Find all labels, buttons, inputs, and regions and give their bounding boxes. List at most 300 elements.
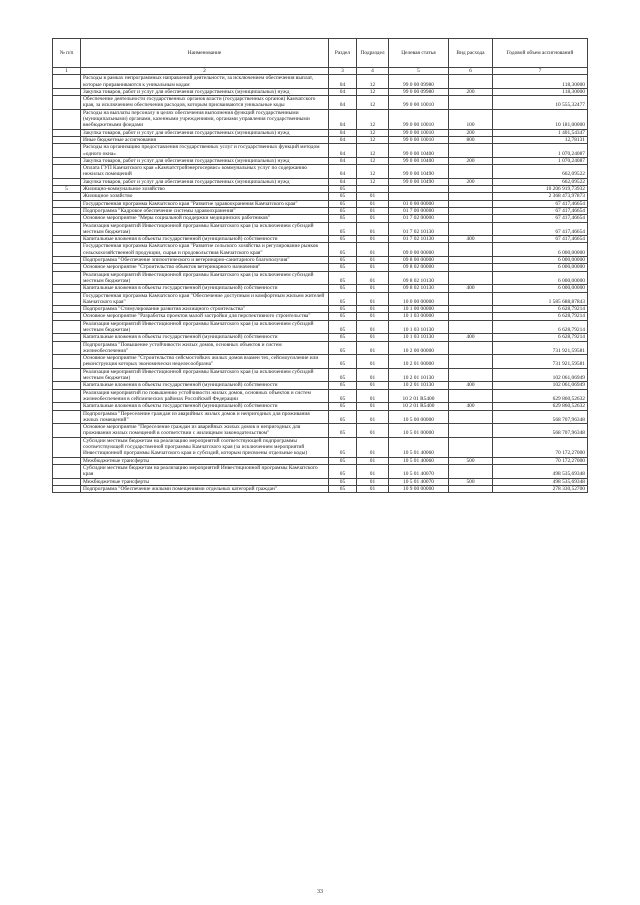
row-razdel-cell: 05 (329, 186, 357, 193)
row-number-cell (53, 207, 81, 214)
row-razdel-cell: 05 (329, 334, 357, 341)
row-amount-cell: 662,09522 (493, 165, 588, 179)
row-number-cell (53, 96, 81, 110)
table-row (53, 186, 588, 193)
row-amount-cell: 6 628,79214 (493, 320, 588, 334)
row-expense-type-cell (449, 215, 493, 222)
row-number-cell (53, 341, 81, 355)
row-number-cell (53, 464, 81, 478)
row-amount-cell: 6 000,00000 (493, 257, 588, 264)
row-razdel-cell: 05 (329, 320, 357, 334)
row-amount-cell: 6 000,00000 (493, 264, 588, 271)
row-name-cell: Подпрограмма "Повышение устойчивости жилых домов, основных объектов и систем жизнеобеспечения" (81, 341, 329, 355)
row-number-cell (53, 334, 81, 341)
header-annual-amount: Годовой объем ассигнований (493, 39, 588, 68)
row-expense-type-cell (449, 355, 493, 369)
row-target-article-cell: 10 5 01 40060 (389, 457, 449, 464)
row-amount-cell: 6 000,00000 (493, 285, 588, 292)
row-name-cell: Основное мероприятие "Строительство сейсмостойких жилых домов взамен тех, сейсмоусиление или реконструкция которых экономически нецелесообразна" (81, 355, 329, 369)
row-number-cell (53, 88, 81, 95)
row-name-cell: Иные бюджетные ассигнования (81, 136, 329, 143)
row-number-cell: 5 (53, 186, 81, 193)
row-target-article-cell: 10 0 00 00000 (389, 292, 449, 306)
row-target-article-cell: 10 5 00 00000 (389, 410, 449, 424)
row-name-cell: Оплата ГУП Камчатского края «Камчатстройэнергосервис» коммунальных услуг по содержанию нежилых помещений (81, 165, 329, 179)
row-target-article-cell: 10 1 03 10130 (389, 334, 449, 341)
table-row (53, 264, 588, 271)
table-row (53, 96, 588, 110)
row-number-cell (53, 285, 81, 292)
row-target-article-cell: 99 0 00 10010 (389, 109, 449, 129)
row-target-article-cell: 10 2 01 00000 (389, 355, 449, 369)
row-podrazdel-cell (357, 186, 389, 193)
row-expense-type-cell (449, 485, 493, 492)
row-razdel-cell: 05 (329, 271, 357, 285)
table-row (53, 382, 588, 389)
row-name-cell: Основное мероприятие "Переселение граждан из аварийных жилых домов и непригодных для проживания жилых помещений в соответствии с жилищным законодательством" (81, 424, 329, 438)
column-number: 7 (493, 68, 588, 75)
header-expense-type: Вид расхода (449, 39, 493, 68)
table-row (53, 215, 588, 222)
row-razdel-cell: 05 (329, 485, 357, 492)
row-number-cell (53, 389, 81, 403)
row-razdel-cell: 05 (329, 410, 357, 424)
row-name-cell: Расходы в рамках непрограммных направлений деятельности, за исключением обеспечения выплат, которые приравниваются к уникальным кодам (81, 75, 329, 89)
row-amount-cell: 102 061,06949 (493, 368, 588, 382)
row-amount-cell: 6 628,79214 (493, 313, 588, 320)
row-target-article-cell: 10 2 00 00000 (389, 341, 449, 355)
row-podrazdel-cell: 01 (357, 389, 389, 403)
table-row (53, 193, 588, 200)
row-podrazdel-cell: 01 (357, 243, 389, 257)
row-razdel-cell: 04 (329, 144, 357, 158)
row-podrazdel-cell: 01 (357, 236, 389, 243)
row-name-cell: Закупка товаров, работ и услуг для обеспечения государственных (муниципальных) нужд (81, 129, 329, 136)
row-amount-cell: 629 860,52632 (493, 403, 588, 410)
row-expense-type-cell (449, 292, 493, 306)
column-number: 1 (53, 68, 81, 75)
column-number: 4 (357, 68, 389, 75)
row-amount-cell: 1 070,24087 (493, 144, 588, 158)
row-name-cell: Основное мероприятие "Меры социальной поддержки медицинских работников" (81, 215, 329, 222)
row-expense-type-cell (449, 243, 493, 257)
row-podrazdel-cell: 01 (357, 334, 389, 341)
row-name-cell: Основное мероприятие "Строительство объектов ветеринарного назначения" (81, 264, 329, 271)
row-podrazdel-cell: 01 (357, 341, 389, 355)
header-num: № п/п (53, 39, 81, 68)
row-number-cell (53, 382, 81, 389)
row-expense-type-cell (449, 264, 493, 271)
row-razdel-cell: 04 (329, 129, 357, 136)
row-expense-type-cell (449, 144, 493, 158)
row-target-article-cell: 99 0 00 10400 (389, 157, 449, 164)
row-razdel-cell: 04 (329, 136, 357, 143)
row-number-cell (53, 200, 81, 207)
row-number-cell (53, 403, 81, 410)
row-razdel-cell: 05 (329, 368, 357, 382)
table-row (53, 403, 588, 410)
row-number-cell (53, 485, 81, 492)
row-razdel-cell: 05 (329, 457, 357, 464)
row-amount-cell: 67 417,46654 (493, 215, 588, 222)
row-razdel-cell: 05 (329, 207, 357, 214)
row-amount-cell: 731 921,59581 (493, 355, 588, 369)
row-target-article-cell: 99 0 00 09980 (389, 75, 449, 89)
row-expense-type-cell: 400 (449, 403, 493, 410)
row-target-article-cell: 01 7 02 00000 (389, 215, 449, 222)
row-expense-type-cell (449, 165, 493, 179)
row-razdel-cell: 05 (329, 292, 357, 306)
table-body (53, 75, 588, 493)
row-name-cell: Реализация мероприятий Инвестиционной программы Камчатского края (за исключением субсидий местным бюджетам) (81, 222, 329, 236)
row-number-cell (53, 193, 81, 200)
row-amount-cell: 629 860,52632 (493, 389, 588, 403)
row-target-article-cell: 99 0 00 09980 (389, 88, 449, 95)
row-target-article-cell: 09 0 00 00000 (389, 243, 449, 257)
table-row (53, 410, 588, 424)
row-amount-cell: 1 401,54347 (493, 129, 588, 136)
row-number-cell (53, 313, 81, 320)
row-expense-type-cell (449, 368, 493, 382)
row-expense-type-cell (449, 424, 493, 438)
column-number: 3 (329, 68, 357, 75)
row-target-article-cell: 10 9 00 00000 (389, 485, 449, 492)
row-expense-type-cell (449, 257, 493, 264)
table-row (53, 157, 588, 164)
row-amount-cell: 102 061,06949 (493, 382, 588, 389)
table-row (53, 271, 588, 285)
row-target-article-cell (389, 186, 449, 193)
row-amount-cell: 278 330,52700 (493, 485, 588, 492)
row-expense-type-cell (449, 341, 493, 355)
row-podrazdel-cell: 01 (357, 485, 389, 492)
row-razdel-cell: 04 (329, 96, 357, 110)
row-name-cell: Закупка товаров, работ и услуг для обеспечения государственных (муниципальных) нужд (81, 88, 329, 95)
row-name-cell: Государственная программа Камчатского края "Развитие здравоохранения Камчатского края" (81, 200, 329, 207)
row-razdel-cell: 04 (329, 109, 357, 129)
row-number-cell (53, 157, 81, 164)
row-razdel-cell: 05 (329, 341, 357, 355)
row-number-cell (53, 457, 81, 464)
row-podrazdel-cell: 12 (357, 136, 389, 143)
row-amount-cell: 12,78131 (493, 136, 588, 143)
row-target-article-cell: 10 1 03 00000 (389, 313, 449, 320)
row-target-article-cell: 01 7 02 10130 (389, 236, 449, 243)
table-row (53, 313, 588, 320)
table-row (53, 285, 588, 292)
row-podrazdel-cell: 01 (357, 200, 389, 207)
row-target-article-cell: 09 8 02 10130 (389, 285, 449, 292)
row-podrazdel-cell: 01 (357, 410, 389, 424)
row-name-cell: Закупка товаров, работ и услуг для обеспечения государственных (муниципальных) нужд (81, 157, 329, 164)
row-podrazdel-cell: 12 (357, 157, 389, 164)
row-number-cell (53, 306, 81, 313)
column-number-row (53, 68, 588, 75)
row-razdel-cell: 05 (329, 264, 357, 271)
row-name-cell: Подпрограмма "Кадровое обеспечение системы здравоохранения" (81, 207, 329, 214)
row-podrazdel-cell: 01 (357, 207, 389, 214)
row-podrazdel-cell: 01 (357, 368, 389, 382)
row-number-cell (53, 437, 81, 457)
row-target-article-cell: 99 0 00 10490 (389, 178, 449, 185)
table-row (53, 178, 588, 185)
row-expense-type-cell (449, 271, 493, 285)
row-podrazdel-cell: 01 (357, 257, 389, 264)
row-number-cell (53, 478, 81, 485)
row-number-cell (53, 320, 81, 334)
row-amount-cell: 731 921,59581 (493, 341, 588, 355)
header-podrazdel: Подраздел (357, 39, 389, 68)
table-row (53, 437, 588, 457)
row-amount-cell: 1 585 688,87843 (493, 292, 588, 306)
header-name: Наименование (81, 39, 329, 68)
row-podrazdel-cell: 01 (357, 355, 389, 369)
row-target-article-cell (389, 193, 449, 200)
row-target-article-cell: 10 5 01 40060 (389, 437, 449, 457)
row-target-article-cell: 10 2 01 R5400 (389, 403, 449, 410)
table-row (53, 457, 588, 464)
row-amount-cell: 568 707,96348 (493, 410, 588, 424)
row-amount-cell: 70 172,27000 (493, 437, 588, 457)
row-name-cell: Субсидии местным бюджетам на реализацию мероприятий соответствующей подпрограммы соответствующей государственной программы Камчатского края (за исключением мероприятий Инвестиционной программы Камчатского края и субсидий, которым присвоены отдельные коды) (81, 437, 329, 457)
row-podrazdel-cell: 01 (357, 215, 389, 222)
table-row (53, 424, 588, 438)
row-amount-cell: 6 628,79214 (493, 334, 588, 341)
row-expense-type-cell: 400 (449, 236, 493, 243)
row-podrazdel-cell: 01 (357, 306, 389, 313)
row-expense-type-cell: 500 (449, 457, 493, 464)
row-name-cell: Государственная программа Камчатского края "Развитие сельского хозяйства и регулирование рынков сельскохозяйственной продукции, сырья и продовольствия Камчатского края" (81, 243, 329, 257)
row-number-cell (53, 271, 81, 285)
row-podrazdel-cell: 01 (357, 264, 389, 271)
row-podrazdel-cell: 01 (357, 464, 389, 478)
row-number-cell (53, 109, 81, 129)
row-target-article-cell: 10 2 01 R5400 (389, 389, 449, 403)
row-target-article-cell: 10 5 01 00000 (389, 424, 449, 438)
budget-table-sheet (52, 38, 587, 493)
row-razdel-cell: 05 (329, 285, 357, 292)
row-podrazdel-cell: 12 (357, 144, 389, 158)
row-target-article-cell: 09 8 00 00000 (389, 257, 449, 264)
table-row (53, 306, 588, 313)
row-razdel-cell: 05 (329, 222, 357, 236)
row-target-article-cell: 10 5 01 40070 (389, 478, 449, 485)
row-name-cell: Закупка товаров, работ и услуг для обеспечения государственных (муниципальных) нужд (81, 178, 329, 185)
row-name-cell: Реализация мероприятий Инвестиционной программы Камчатского края (за исключением субсидий местным бюджетам) (81, 320, 329, 334)
row-number-cell (53, 178, 81, 185)
row-podrazdel-cell: 01 (357, 271, 389, 285)
row-amount-cell: 70 172,27000 (493, 457, 588, 464)
row-name-cell: Обеспечение деятельности государственных органов власти (государственных органов) Камчатского края, за исключением обеспечения расходов, которым присваиваются уникальные коды (81, 96, 329, 110)
row-expense-type-cell: 200 (449, 129, 493, 136)
row-number-cell (53, 144, 81, 158)
row-name-cell: Субсидии местным бюджетам на реализацию мероприятий Инвестиционной программы Камчатского края (81, 464, 329, 478)
header-target-article: Целевая статья (389, 39, 449, 68)
row-name-cell: Капитальные вложения в объекты государственной (муниципальной) собственности (81, 382, 329, 389)
row-razdel-cell: 05 (329, 464, 357, 478)
row-amount-cell: 67 417,46654 (493, 207, 588, 214)
row-number-cell (53, 75, 81, 89)
table-row (53, 257, 588, 264)
row-razdel-cell: 04 (329, 157, 357, 164)
row-razdel-cell: 05 (329, 215, 357, 222)
row-amount-cell: 1 070,24087 (493, 157, 588, 164)
row-expense-type-cell (449, 389, 493, 403)
row-name-cell: Капитальные вложения в объекты государственной (муниципальной) собственности (81, 334, 329, 341)
row-razdel-cell: 05 (329, 313, 357, 320)
row-target-article-cell: 99 0 00 10490 (389, 165, 449, 179)
row-number-cell (53, 257, 81, 264)
table-row (53, 334, 588, 341)
table-row (53, 368, 588, 382)
row-expense-type-cell (449, 410, 493, 424)
row-podrazdel-cell: 01 (357, 457, 389, 464)
row-expense-type-cell (449, 207, 493, 214)
row-name-cell: Реализация мероприятий по повышению устойчивости жилых домов, основных объектов и систем жизнеобеспечения в сейсмических районах Российской Федерации (81, 389, 329, 403)
table-row (53, 165, 588, 179)
row-name-cell: Межбюджетные трансферты (81, 478, 329, 485)
row-target-article-cell: 09 8 02 00000 (389, 264, 449, 271)
row-number-cell (53, 236, 81, 243)
row-podrazdel-cell: 01 (357, 437, 389, 457)
row-amount-cell: 498 535,69348 (493, 478, 588, 485)
table-row (53, 485, 588, 492)
row-amount-cell: 6 628,79214 (493, 306, 588, 313)
row-expense-type-cell: 400 (449, 285, 493, 292)
row-razdel-cell: 05 (329, 200, 357, 207)
row-podrazdel-cell: 01 (357, 320, 389, 334)
row-number-cell (53, 424, 81, 438)
row-razdel-cell: 05 (329, 437, 357, 457)
row-razdel-cell: 05 (329, 478, 357, 485)
row-expense-type-cell: 400 (449, 334, 493, 341)
row-target-article-cell: 10 5 01 40070 (389, 464, 449, 478)
row-number-cell (53, 222, 81, 236)
row-razdel-cell: 05 (329, 355, 357, 369)
row-podrazdel-cell: 01 (357, 403, 389, 410)
table-row (53, 389, 588, 403)
row-expense-type-cell (449, 96, 493, 110)
row-expense-type-cell (449, 200, 493, 207)
row-expense-type-cell: 400 (449, 382, 493, 389)
row-podrazdel-cell: 12 (357, 88, 389, 95)
table-row (53, 341, 588, 355)
row-expense-type-cell (449, 320, 493, 334)
row-number-cell (53, 368, 81, 382)
row-expense-type-cell (449, 75, 493, 89)
row-target-article-cell: 99 0 00 10010 (389, 136, 449, 143)
table-row (53, 222, 588, 236)
budget-table (52, 38, 588, 493)
row-number-cell (53, 410, 81, 424)
row-amount-cell: 662,09522 (493, 178, 588, 185)
row-expense-type-cell (449, 313, 493, 320)
table-row (53, 478, 588, 485)
row-expense-type-cell (449, 306, 493, 313)
row-name-cell: Жилищно-коммунальное хозяйство (81, 186, 329, 193)
row-razdel-cell: 05 (329, 236, 357, 243)
table-row (53, 355, 588, 369)
row-target-article-cell: 99 0 00 10010 (389, 129, 449, 136)
row-amount-cell: 118,30000 (493, 88, 588, 95)
row-name-cell: Расходы на организацию предоставления государственных услуг и государственных функций методом «одного окна» (81, 144, 329, 158)
row-podrazdel-cell: 01 (357, 382, 389, 389)
table-row (53, 320, 588, 334)
row-target-article-cell: 01 0 00 00000 (389, 200, 449, 207)
row-number-cell (53, 264, 81, 271)
row-amount-cell: 10 555,32477 (493, 96, 588, 110)
row-amount-cell: 118,30000 (493, 75, 588, 89)
row-amount-cell: 67 417,46654 (493, 200, 588, 207)
row-amount-cell: 67 417,46654 (493, 236, 588, 243)
row-target-article-cell: 99 0 00 10010 (389, 96, 449, 110)
row-podrazdel-cell: 01 (357, 313, 389, 320)
row-target-article-cell: 09 8 02 10130 (389, 271, 449, 285)
row-name-cell: Реализация мероприятий Инвестиционной программы Камчатского края (за исключением субсидий местным бюджетам) (81, 271, 329, 285)
row-name-cell: Подпрограмма "Обеспечение жилыми помещениями отдельных категорий граждан" (81, 485, 329, 492)
row-name-cell: Капитальные вложения в объекты государственной (муниципальной) собственности (81, 236, 329, 243)
row-number-cell (53, 243, 81, 257)
row-amount-cell: 498 535,69348 (493, 464, 588, 478)
row-name-cell: Жилищное хозяйство (81, 193, 329, 200)
row-name-cell: Подпрограмма "Переселение граждан из аварийных жилых домов и непригодных для проживания жилых помещений" (81, 410, 329, 424)
row-razdel-cell: 05 (329, 382, 357, 389)
row-podrazdel-cell: 12 (357, 178, 389, 185)
row-name-cell: Подпрограмма "Стимулирование развития жилищного строительства" (81, 306, 329, 313)
row-number-cell (53, 129, 81, 136)
row-expense-type-cell: 200 (449, 88, 493, 95)
row-target-article-cell: 10 1 03 10130 (389, 320, 449, 334)
row-podrazdel-cell: 12 (357, 129, 389, 136)
row-podrazdel-cell: 01 (357, 424, 389, 438)
column-number: 5 (389, 68, 449, 75)
row-podrazdel-cell: 01 (357, 292, 389, 306)
table-row (53, 109, 588, 129)
row-name-cell: Расходы на выплаты персоналу в целях обеспечения выполнения функций государственными (муниципальными) органами, казенными учреждениями, органами управления государственными внебюджетными фондами (81, 109, 329, 129)
row-name-cell: Основное мероприятие "Разработка проектов малой застройки для перспективного строительства" (81, 313, 329, 320)
row-podrazdel-cell: 12 (357, 165, 389, 179)
table-row (53, 292, 588, 306)
row-expense-type-cell: 200 (449, 178, 493, 185)
row-razdel-cell: 04 (329, 165, 357, 179)
row-razdel-cell: 04 (329, 75, 357, 89)
table-row (53, 75, 588, 89)
row-expense-type-cell (449, 222, 493, 236)
row-razdel-cell: 05 (329, 193, 357, 200)
row-target-article-cell: 01 7 02 10130 (389, 222, 449, 236)
row-name-cell: Реализация мероприятий Инвестиционной программы Камчатского края (за исключением субсидий местным бюджетам) (81, 368, 329, 382)
row-expense-type-cell: 800 (449, 136, 493, 143)
table-row (53, 464, 588, 478)
row-podrazdel-cell: 01 (357, 222, 389, 236)
row-podrazdel-cell: 12 (357, 96, 389, 110)
row-expense-type-cell (449, 437, 493, 457)
row-number-cell (53, 355, 81, 369)
table-row (53, 88, 588, 95)
row-razdel-cell: 05 (329, 389, 357, 403)
table-row (53, 136, 588, 143)
row-expense-type-cell: 200 (449, 157, 493, 164)
row-razdel-cell: 05 (329, 403, 357, 410)
row-razdel-cell: 05 (329, 243, 357, 257)
table-row (53, 243, 588, 257)
row-name-cell: Капитальные вложения в объекты государственной (муниципальной) собственности (81, 403, 329, 410)
row-amount-cell: 10 206 919,73932 (493, 186, 588, 193)
table-row (53, 236, 588, 243)
row-target-article-cell: 10 2 01 10130 (389, 382, 449, 389)
row-name-cell: Государственная программа Камчатского края "Обеспечение доступным и комфортным жильем жителей Камчатского края" (81, 292, 329, 306)
row-podrazdel-cell: 01 (357, 193, 389, 200)
